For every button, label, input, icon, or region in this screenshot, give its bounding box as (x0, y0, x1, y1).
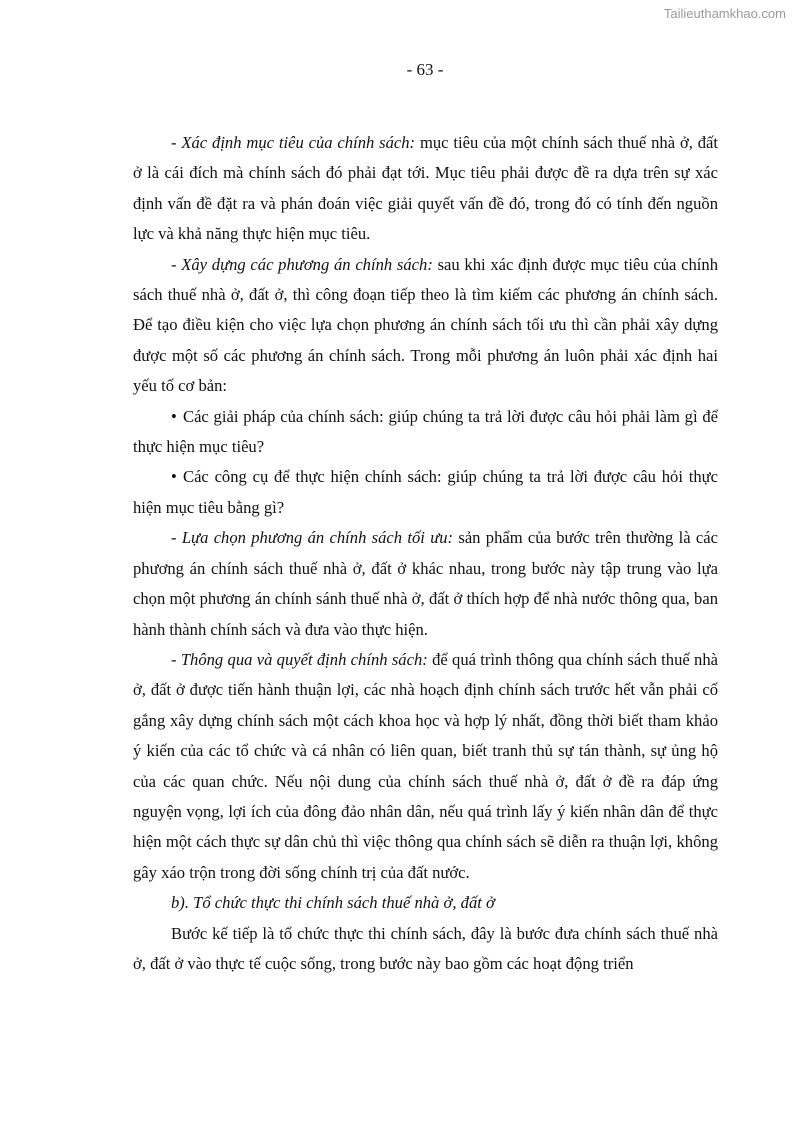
document-body (133, 128, 718, 979)
section-heading-text: b). Tổ chức thực thi chính sách thuế nhà ở, đất ở (171, 893, 495, 913)
watermark: Tailieuthamkhao.com (663, 6, 786, 21)
bullet-solutions (133, 402, 718, 463)
paragraph-selection (133, 523, 718, 645)
paragraph-lead: - Lựa chọn phương án chính sách tối ưu: (171, 528, 454, 548)
paragraph-text: Bước kế tiếp là tổ chức thực thi chính sách, đây là bước đưa chính sách thuế nhà ở, đất ở vào thực tế cuộc sống, trong bước này bao gồm các hoạt động triển (133, 923, 718, 973)
paragraph-lead: - Xác định mục tiêu của chính sách: (171, 133, 416, 152)
paragraph-lead: - Xây dựng các phương án chính sách: (171, 254, 433, 274)
paragraph-text: sản phẩm của bước trên thường là các phương án chính sách thuế nhà ở, đất ở khác nhau, trong bước này tập trung vào lựa chọn một phương án chính sánh thuế nhà ở, đất ở thích hợp để nhà nước thông qua, ban hành thành chính sách và đưa vào thực hiện. (133, 528, 718, 639)
paragraph-text: sau khi xác định được mục tiêu của chính sách thuế nhà ở, đất ở, thì công đoạn tiếp theo là tìm kiếm các phương án chính sách. Để tạo điều kiện cho việc lựa chọn phương án chính sách tối ưu thì cần phải xây dựng được một số các phương án chính sách. Trong mỗi phương án luôn phải xác định hai yếu tố cơ bản: (133, 254, 718, 396)
paragraph-implementation (133, 919, 718, 980)
bullet-text: Các giải pháp của chính sách: giúp chúng ta trả lời được câu hỏi phải làm gì để thực hiện mục tiêu? (133, 406, 718, 457)
section-heading (133, 888, 718, 918)
bullet-tools (133, 462, 718, 523)
paragraph-text: mục tiêu của một chính sách thuế nhà ở, đất ở là cái đích mà chính sách đó phải đạt tới. Mục tiêu phải được đề ra dựa trên sự xác định vấn đề đặt ra và phán đoán việc giải quyết vấn đề đó, trong đó có tính đến nguồn lực và khả năng thực hiện mục tiêu. (133, 133, 718, 244)
paragraph-approval (133, 645, 718, 888)
bullet-text: Các công cụ để thực hiện chính sách: giúp chúng ta trả lời được câu hỏi thực hiện mục tiêu bằng gì? (133, 467, 718, 517)
paragraph-text: để quá trình thông qua chính sách thuế nhà ở, đất ở được tiến hành thuận lợi, các nhà hoạch định chính sách trước hết vẫn phải cố gắng xây dựng chính sách một cách khoa học và hợp lý nhất, đồng thời biết tham khảo ý kiến của các tổ chức và cá nhân có liên quan, biết tranh thủ sự tán thành, sự ủng hộ của các quan chức. Nếu nội dung của chính sách thuế nhà ở, đất ở đề ra đáp ứng nguyện vọng, lợi ích của đông đảo nhân dân, nếu quá trình lấy ý kiến nhân dân để thực hiện một cách thực sự dân chủ thì việc thông qua chính sách sẽ diễn ra thuận lợi, không gây xáo trộn trong đời sống chính trị của đất nước. (133, 649, 718, 882)
bullet-icon: • (171, 406, 177, 426)
paragraph-lead: - Thông qua và quyết định chính sách: (171, 649, 428, 669)
paragraph-objectives (133, 128, 718, 250)
paragraph-options (133, 250, 718, 402)
page-number: - 63 - (406, 60, 444, 79)
bullet-icon: • (171, 467, 177, 487)
